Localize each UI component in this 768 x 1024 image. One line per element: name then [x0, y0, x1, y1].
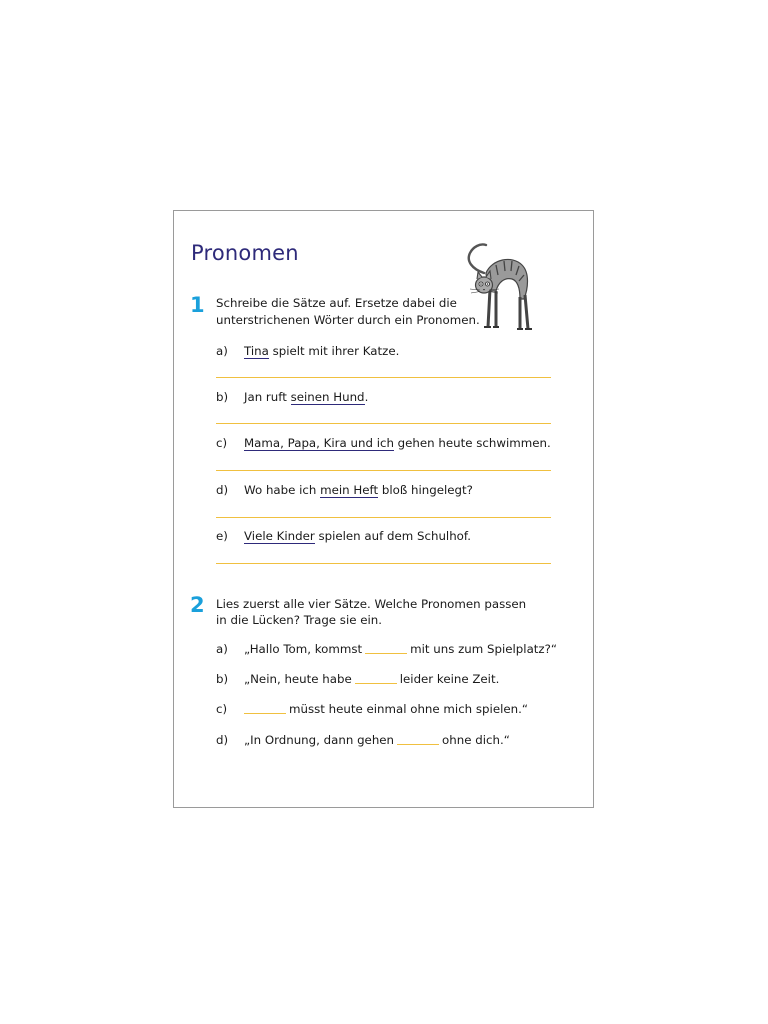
exercise-2-item-c-sentence	[244, 701, 528, 717]
exercise-2-instruction-line-1: Lies zuerst alle vier Sätze. Welche Pronomen passen	[216, 597, 527, 611]
sentence-start: Jan ruft	[244, 390, 291, 404]
exercise-1-item-b-sentence	[244, 389, 368, 405]
sentence-rest: spielen auf dem Schulhof.	[314, 529, 471, 543]
exercise-1-item-e-letter: e)	[216, 529, 228, 543]
exercise-1-item-d-letter: d)	[216, 483, 229, 497]
sentence-rest: .	[364, 390, 369, 404]
worksheet-page	[173, 210, 594, 808]
page-title: Pronomen	[191, 241, 299, 265]
sentence-end: ohne dich.“	[442, 733, 510, 747]
underlined-words: seinen Hund	[290, 390, 365, 404]
sentence-rest: gehen heute schwimmen.	[393, 436, 551, 450]
sentence-start: „In Ordnung, dann gehen	[244, 733, 395, 747]
exercise-1-item-d-sentence	[244, 482, 473, 498]
sentence-start: „Nein, heute habe	[244, 672, 352, 686]
exercise-1-item-c-answer-line[interactable]	[216, 470, 551, 471]
gap-input-b[interactable]	[355, 671, 397, 684]
underlined-words: mein Heft	[320, 483, 379, 497]
sentence-rest: bloß hingelegt?	[378, 483, 473, 497]
exercise-1-item-d-answer-line[interactable]	[216, 517, 551, 518]
sentence-rest: spielt mit ihrer Katze.	[268, 344, 400, 358]
underlined-words: Viele Kinder	[244, 529, 315, 543]
exercise-2-item-a-sentence	[244, 641, 557, 657]
sentence-end: leider keine Zeit.	[399, 672, 500, 686]
exercise-1-number: 1	[190, 293, 205, 317]
exercise-2-item-d-sentence	[244, 732, 510, 748]
sentence-start: Wo habe ich	[244, 483, 321, 497]
exercise-2-item-b-sentence	[244, 671, 499, 687]
exercise-1-instruction-line-1: Schreibe die Sätze auf. Ersetze dabei die	[216, 296, 457, 310]
exercise-2-item-a-letter: a)	[216, 642, 228, 656]
exercise-1-item-e-sentence	[244, 528, 471, 544]
exercise-1-item-c-letter: c)	[216, 436, 228, 450]
exercise-2-item-b-letter: b)	[216, 672, 229, 686]
underlined-words: Tina	[244, 344, 269, 358]
gap-input-d[interactable]	[397, 732, 439, 745]
exercise-1-item-c-sentence	[244, 435, 551, 451]
gap-input-a[interactable]	[365, 641, 407, 654]
sentence-end: müsst heute einmal ohne mich spielen.“	[289, 702, 528, 716]
exercise-1-item-b-letter: b)	[216, 390, 229, 404]
underlined-words: Mama, Papa, Kira und ich	[244, 436, 394, 450]
exercise-1-item-b-answer-line[interactable]	[216, 423, 551, 424]
exercise-1-instruction-line-2: unterstrichenen Wörter durch ein Pronomen.	[216, 313, 480, 327]
sentence-start: „Hallo Tom, kommst	[244, 642, 363, 656]
gap-input-c[interactable]	[244, 701, 286, 714]
exercise-2-number: 2	[190, 593, 205, 617]
exercise-1-item-e-answer-line[interactable]	[216, 563, 551, 564]
exercise-1-item-a-sentence	[244, 343, 399, 359]
exercise-1-item-a-answer-line[interactable]	[216, 377, 551, 378]
exercise-2-item-d-letter: d)	[216, 733, 229, 747]
exercise-1-item-a-letter: a)	[216, 344, 228, 358]
exercise-2-item-c-letter: c)	[216, 702, 228, 716]
exercise-2-instruction-line-2: in die Lücken? Trage sie ein.	[216, 613, 383, 627]
sentence-end: mit uns zum Spielplatz?“	[410, 642, 557, 656]
